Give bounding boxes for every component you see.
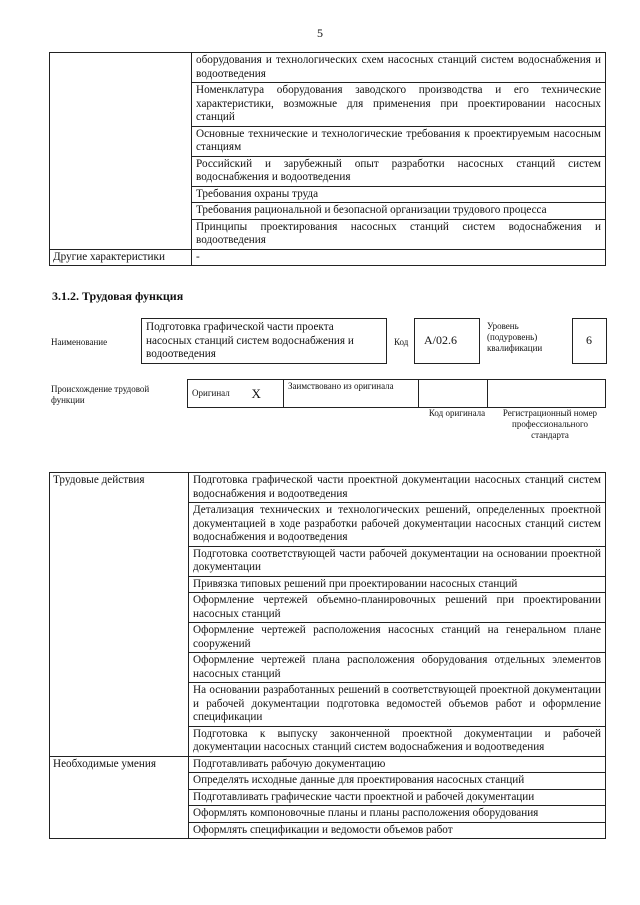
knowledge-label-cell <box>50 53 192 250</box>
skill-item: Оформлять компоновочные планы и планы расположения оборудования <box>189 806 606 823</box>
original-mark: X <box>248 380 284 408</box>
table-row <box>50 473 606 503</box>
function-table <box>49 472 606 839</box>
action-item: Оформление чертежей объемно-планировочных решений при проектировании насосных станций <box>189 593 606 623</box>
code-box <box>414 318 480 364</box>
action-item: Привязка типовых решений при проектировании насосных станций <box>189 576 606 593</box>
action-item: Подготовка к выпуску законченной проектной документации и рабочей документации насосных станций систем водоснабжения и водоотведения <box>189 726 606 756</box>
level-value: 6 <box>586 333 592 347</box>
skill-item: Подготавливать рабочую документацию <box>189 756 606 773</box>
skill-item: Оформлять спецификации и ведомости объемов работ <box>189 822 606 839</box>
code-label: Код <box>394 337 409 347</box>
knowledge-table <box>49 52 606 266</box>
action-item: Оформление чертежей плана расположения оборудования отдельных элементов насосных станций <box>189 653 606 683</box>
actions-label: Трудовые действия <box>50 473 189 757</box>
knowledge-item: оборудования и технологических схем насосных станций систем водоснабжения и водоотведения <box>192 53 606 83</box>
code-original-label: Код оригинала <box>428 408 486 418</box>
skill-item: Определять исходные данные для проектирования насосных станций <box>189 773 606 790</box>
knowledge-item: Принципы проектирования насосных станций систем водоснабжения и водоотведения <box>192 219 606 249</box>
origin-label: Происхождение трудовой функции <box>51 384 150 405</box>
table-row <box>50 53 606 83</box>
knowledge-item: Требования охраны труда <box>192 186 606 203</box>
reg-number-cell <box>488 380 606 408</box>
page-number: 5 <box>317 26 323 40</box>
knowledge-item: Номенклатура оборудования заводского производства и его технические характеристики, возможные для применения при проектировании насосных станций <box>192 83 606 127</box>
knowledge-item: Основные технические и технологические требования к проектируемым насосным станциям <box>192 126 606 156</box>
borrowed-label: Заимствовано из оригинала <box>284 380 419 408</box>
other-characteristics-label: Другие характеристики <box>50 249 192 266</box>
origin-table <box>187 379 606 408</box>
action-item: Подготовка графической части проектной документации насосных станций систем водоснабжения и водоотведения <box>189 473 606 503</box>
name-label: Наименование <box>51 337 108 347</box>
level-box <box>572 318 607 364</box>
table-row <box>50 756 606 773</box>
action-item: Подготовка соответствующей части рабочей документации на основании проектной документации <box>189 546 606 576</box>
reg-number-label: Регистрационный номер профессионального стандарта <box>502 408 598 440</box>
knowledge-item: Требования рациональной и безопасной организации трудового процесса <box>192 203 606 220</box>
other-characteristics-value: - <box>192 249 606 266</box>
code-value: А/02.6 <box>424 333 457 347</box>
action-item: На основании разработанных решений в соответствующей проектной документации и рабочей документации подготовка ведомостей объемов работ и оформление спецификации <box>189 683 606 727</box>
code-original-cell <box>419 380 488 408</box>
name-value: Подготовка графической части проекта насосных станций систем водоснабжения и водоотведения <box>146 321 354 360</box>
skills-label: Необходимые умения <box>50 756 189 839</box>
original-label: Оригинал <box>188 380 248 408</box>
name-box <box>141 318 387 364</box>
skill-item: Подготавливать графические части проектной и рабочей документации <box>189 789 606 806</box>
section-title: 3.1.2. Трудовая функция <box>52 289 184 303</box>
action-item: Детализация технических и технологических решений, определенных проектной документацией в ходе разработки рабочей документации насосных станций систем водоснабжения и водоотведения <box>189 503 606 547</box>
knowledge-item: Российский и зарубежный опыт разработки насосных станций систем водоснабжения и водоотведения <box>192 156 606 186</box>
action-item: Оформление чертежей расположения насосных станций на генеральном плане сооружений <box>189 623 606 653</box>
table-row <box>50 249 606 266</box>
level-label: Уровень (подуровень) квалификации <box>487 321 543 353</box>
